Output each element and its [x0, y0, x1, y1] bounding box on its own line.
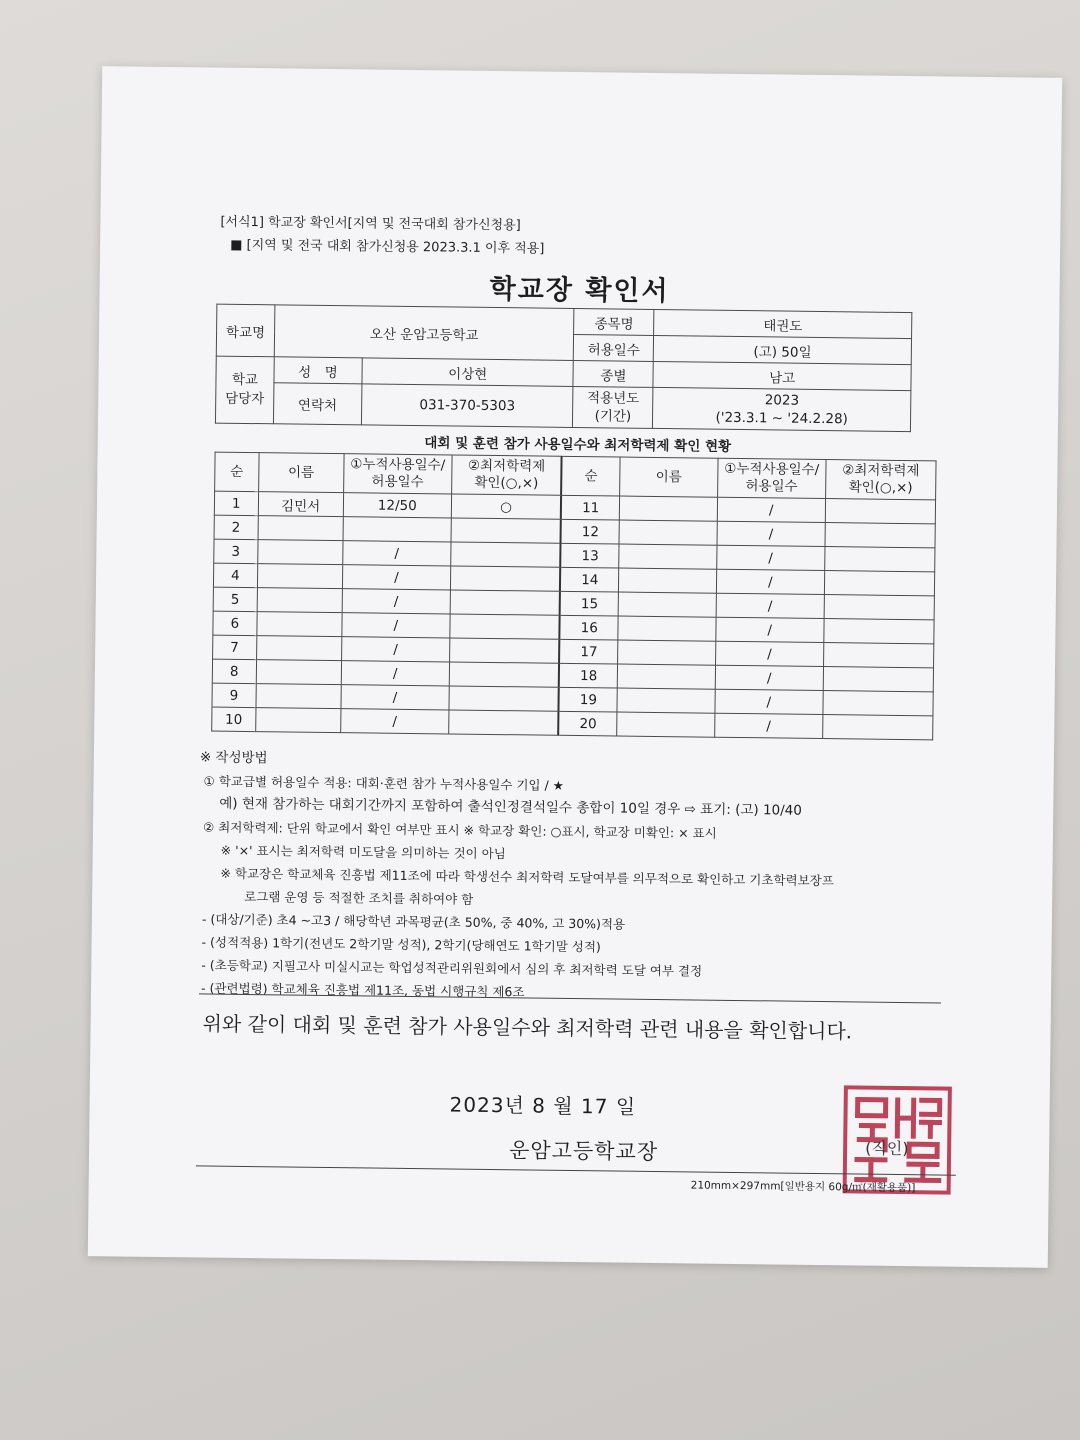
table-subtitle: 대회 및 훈련 참가 사용일수와 최저학력제 확인 현황 [424, 435, 732, 455]
note-1-example: 예) 현재 참가하는 대회기간까지 포함하여 출석인정결석일수 총합이 10일 경우 ⇨ 표기: (고) 10/40 [219, 795, 802, 819]
school-info-table [215, 304, 912, 432]
row-no: 11 [561, 495, 619, 520]
row-days: / [717, 521, 825, 546]
row-days: / [716, 593, 824, 618]
row-no: 15 [560, 591, 618, 616]
divider-bottom [196, 1165, 956, 1175]
row-name [619, 496, 717, 521]
col-check-header: ②최저학력제 확인(○,×) [451, 455, 562, 495]
row-days: / [714, 713, 822, 738]
row-no: 20 [559, 711, 617, 736]
allowed-days-value: (고) 50일 [654, 335, 912, 364]
school-name-value: 오산 운암고등학교 [274, 305, 574, 361]
row-name [255, 708, 340, 733]
row-name [617, 688, 715, 713]
col-name-header: 이름 [258, 453, 344, 493]
row-no: 6 [213, 611, 257, 636]
row-check [449, 686, 559, 711]
allowed-days-label: 허용일수 [574, 334, 654, 361]
col-check-header-right: ②최저학력제 확인(○,×) [825, 460, 936, 500]
issue-date: 2023년 8 월 17 일 [449, 1092, 637, 1119]
row-name: 김민서 [258, 492, 343, 517]
form-subheader: ■ [지역 및 전국 대회 참가신청용 2023.3.1 이후 적용] [230, 237, 545, 257]
row-days: / [716, 569, 824, 594]
row-no: 3 [214, 539, 258, 564]
row-no: 5 [213, 587, 257, 612]
instructions [197, 746, 960, 1008]
detail-4: - (관련법령) 학교체육 진흥법 제11조, 동법 시행규칙 제6조 [200, 980, 525, 1000]
row-check [451, 518, 561, 543]
row-check: ○ [451, 494, 561, 519]
manager-name-label: 성 명 [274, 357, 362, 384]
row-check [824, 571, 934, 596]
row-name [256, 612, 341, 637]
row-no: 19 [559, 687, 617, 712]
note-2-b: ※ 학교장은 학교체육 진흥법 제11조에 따라 학생선수 최저학력 도달여부를 의무적으로 확인하고 기초학력보장프 [220, 865, 834, 889]
row-no: 17 [559, 639, 617, 664]
category-value: 남고 [653, 361, 911, 390]
note-2: ② 최저학력제: 단위 학교에서 확인 여부만 표시 ※ 학교장 확인: ○표시, 학교장 미확인: × 표시 [202, 819, 717, 841]
row-check [825, 499, 935, 524]
sport-label: 종목명 [574, 308, 654, 335]
row-name [617, 712, 715, 737]
row-days: / [342, 589, 450, 614]
row-name [617, 664, 715, 689]
row-check [825, 547, 935, 572]
row-check [825, 523, 935, 548]
row-days: / [343, 541, 451, 566]
row-name [257, 540, 342, 565]
row-days: / [717, 497, 825, 522]
note-1: ① 학교급별 허용일수 적용: 대회·훈련 참가 누적사용일수 기입 / ★ [203, 773, 565, 793]
row-no: 13 [561, 543, 619, 568]
manager-name-value: 이상현 [362, 358, 574, 387]
athlete-table [211, 452, 936, 741]
contact-value: 031-370-5303 [361, 384, 573, 428]
col-name-header-right: 이름 [620, 457, 718, 497]
row-no: 1 [214, 491, 258, 516]
row-check [824, 595, 934, 620]
row-days: / [342, 565, 450, 590]
row-days: / [341, 661, 449, 686]
row-name [256, 684, 341, 709]
row-no: 12 [561, 519, 619, 544]
row-check [451, 542, 561, 567]
row-check [823, 643, 933, 668]
row-check [450, 566, 560, 591]
row-check [824, 619, 934, 644]
row-name [618, 592, 716, 617]
row-no: 2 [214, 515, 258, 540]
form-header: [서식1] 학교장 확인서[지역 및 전국대회 참가신청용] [220, 214, 521, 234]
row-days [343, 517, 451, 542]
row-no: 8 [212, 659, 256, 684]
row-name [256, 660, 341, 685]
notes-heading: ※ 작성방법 [199, 749, 268, 767]
row-check [449, 710, 559, 735]
row-days: 12/50 [343, 493, 451, 518]
row-name [618, 616, 716, 641]
note-2-b-cont: 로그램 운영 등 적절한 조치를 취하여야 함 [244, 888, 474, 907]
row-check [449, 662, 559, 687]
row-check [449, 638, 559, 663]
row-name [256, 636, 341, 661]
row-days: / [716, 617, 824, 642]
row-no: 4 [213, 563, 257, 588]
year-label: 적용년도 (기간) [573, 386, 653, 428]
col-days-header: ①누적사용일수/ 허용일수 [343, 454, 451, 494]
note-2-a: ※ '×' 표시는 최저학력 미도달을 의미하는 것이 아님 [220, 842, 506, 862]
row-days: / [341, 637, 449, 662]
year-value: 2023 ('23.3.1 ~ '24.2.28) [653, 387, 911, 431]
seal-sign-label: (직인) [865, 1138, 909, 1159]
principal-title: 운암고등학교장 [508, 1138, 659, 1165]
row-name [618, 640, 716, 665]
manager-label: 학교 담당자 [215, 356, 274, 424]
row-no: 14 [560, 567, 618, 592]
detail-2: - (성적적용) 1학기(전년도 2학기말 성적), 2학기(당해연도 1학기말 성적) [201, 934, 601, 955]
col-no-header-right: 순 [562, 456, 621, 496]
row-check [450, 590, 560, 615]
row-check [823, 691, 933, 716]
row-name [258, 516, 343, 541]
document-title: 학교장 확인서 [489, 273, 670, 308]
paper-spec-footer: 210mm×297mm[일반용지 60g/㎡(재활용품)] [690, 1179, 916, 1195]
category-label: 종별 [573, 360, 653, 387]
row-name [619, 520, 717, 545]
contact-label: 연락처 [273, 383, 361, 425]
row-days: / [715, 641, 823, 666]
row-name [619, 568, 717, 593]
row-check [450, 614, 560, 639]
row-days: / [715, 665, 823, 690]
row-no: 10 [212, 707, 256, 732]
sport-value: 태권도 [654, 309, 912, 338]
row-no: 9 [212, 683, 256, 708]
row-days: / [341, 685, 449, 710]
row-no: 16 [560, 615, 618, 640]
confirmation-statement: 위와 같이 대회 및 훈련 참가 사용일수와 최저학력 관련 내용을 확인합니다. [202, 1011, 853, 1044]
document-page [88, 66, 1062, 1268]
detail-3: - (초등학교) 지필고사 미실시교는 학업성적관리위원회에서 심의 후 최저학력 도달 여부 결정 [201, 957, 703, 979]
row-days: / [716, 545, 824, 570]
row-name [257, 588, 342, 613]
row-days: / [340, 709, 448, 734]
row-name [257, 564, 342, 589]
row-check [822, 715, 932, 740]
col-no-header: 순 [215, 452, 259, 492]
detail-1: - (대상/기준) 초4 ~고3 / 해당학년 과목평균(초 50%, 중 40%, 고 30%)적용 [201, 911, 626, 932]
row-name [619, 544, 717, 569]
school-name-label: 학교명 [216, 304, 275, 357]
row-check [823, 667, 933, 692]
row-no: 18 [559, 663, 617, 688]
row-days: / [342, 613, 450, 638]
row-days: / [715, 689, 823, 714]
col-days-header-right: ①누적사용일수/ 허용일수 [717, 458, 825, 498]
row-no: 7 [213, 635, 257, 660]
